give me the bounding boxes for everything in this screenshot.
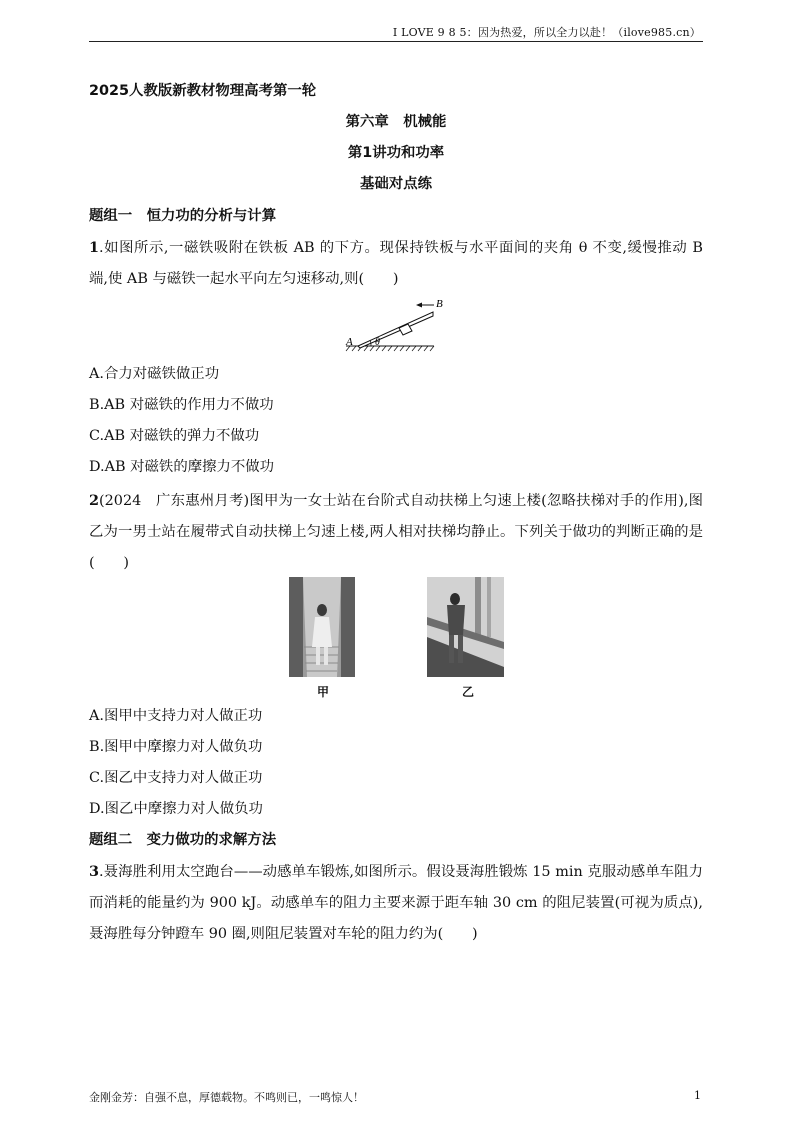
page-header: I LOVE 9 8 5：因为热爱，所以全力以赴！（ilove985.cn） bbox=[392, 26, 701, 39]
question-3 bbox=[89, 856, 703, 950]
q1-option-d: D.AB 对磁铁的摩擦力不做功 bbox=[89, 459, 275, 475]
caption-jia: 甲 bbox=[317, 685, 330, 699]
question-2-source: (2024 广东惠州月考) bbox=[99, 493, 250, 509]
group2-title: 题组二 变力做功的求解方法 bbox=[89, 832, 277, 848]
q1-incline-figure bbox=[338, 295, 443, 355]
question-3-stem: .聂海胜利用太空跑台——动感单车锻炼,如图所示。假设聂海胜锻炼 15 min 克服动感单车阻力而消耗的能量约为 900 kJ。动感单车的阻力主要来源于距车轴 30 cm 的阻尼装置(可视为质点),聂海胜每分钟蹬车 90 圈,则阻尼装置对车轮的阻力约为( ) bbox=[89, 864, 703, 942]
label-theta: θ bbox=[375, 337, 380, 348]
question-1-stem: .如图所示,一磁铁吸附在铁板 AB 的下方。现保持铁板与水平面间的夹角 θ 不变,缓慢推动 B 端,使 AB 与磁铁一起水平向左匀速移动,则( ) bbox=[89, 240, 703, 287]
section-title: 基础对点练 bbox=[360, 176, 432, 192]
label-b: B bbox=[436, 298, 443, 310]
chapter-title: 第六章 机械能 bbox=[345, 114, 447, 130]
footer-motto: 金刚金芳：自强不息，厚德载物。不鸣则已，一鸣惊人！ bbox=[89, 1091, 364, 1104]
q2-option-a: A.图甲中支持力对人做正功 bbox=[89, 708, 263, 724]
lesson-title: 第1讲功和功率 bbox=[347, 145, 445, 161]
header-divider bbox=[89, 41, 703, 42]
label-a: A bbox=[346, 336, 353, 348]
iron-plate bbox=[358, 312, 433, 348]
question-3-number: 3 bbox=[89, 863, 100, 880]
series-title: 2025人教版新教材物理高考第一轮 bbox=[89, 83, 317, 99]
q2-option-c: C.图乙中支持力对人做正功 bbox=[89, 770, 263, 786]
question-1-number: 1 bbox=[89, 239, 100, 256]
q2-option-b: B.图甲中摩擦力对人做负功 bbox=[89, 739, 263, 755]
photo-jia-escalator bbox=[289, 577, 355, 677]
question-1 bbox=[89, 232, 703, 295]
question-2-stem: 图甲为一女士站在台阶式自动扶梯上匀速上楼(忽略扶梯对手的作用),图乙为一男士站在履带式自动扶梯上匀速上楼,两人相对扶梯均静止。下列关于做功的判断正确的是( ) bbox=[89, 493, 703, 571]
caption-yi: 乙 bbox=[462, 685, 475, 699]
group1-title: 题组一 恒力功的分析与计算 bbox=[89, 208, 277, 224]
q1-option-a: A.合力对磁铁做正功 bbox=[89, 366, 220, 382]
question-2 bbox=[89, 485, 703, 579]
q1-option-b: B.AB 对磁铁的作用力不做功 bbox=[89, 397, 274, 413]
push-arrow-head bbox=[416, 303, 422, 308]
q1-option-c: C.AB 对磁铁的弹力不做功 bbox=[89, 428, 260, 444]
question-2-number: 2 bbox=[89, 492, 100, 509]
q2-option-d: D.图乙中摩擦力对人做负功 bbox=[89, 801, 263, 817]
page-number: 1 bbox=[694, 1089, 701, 1102]
photo-yi-escalator bbox=[427, 577, 504, 677]
